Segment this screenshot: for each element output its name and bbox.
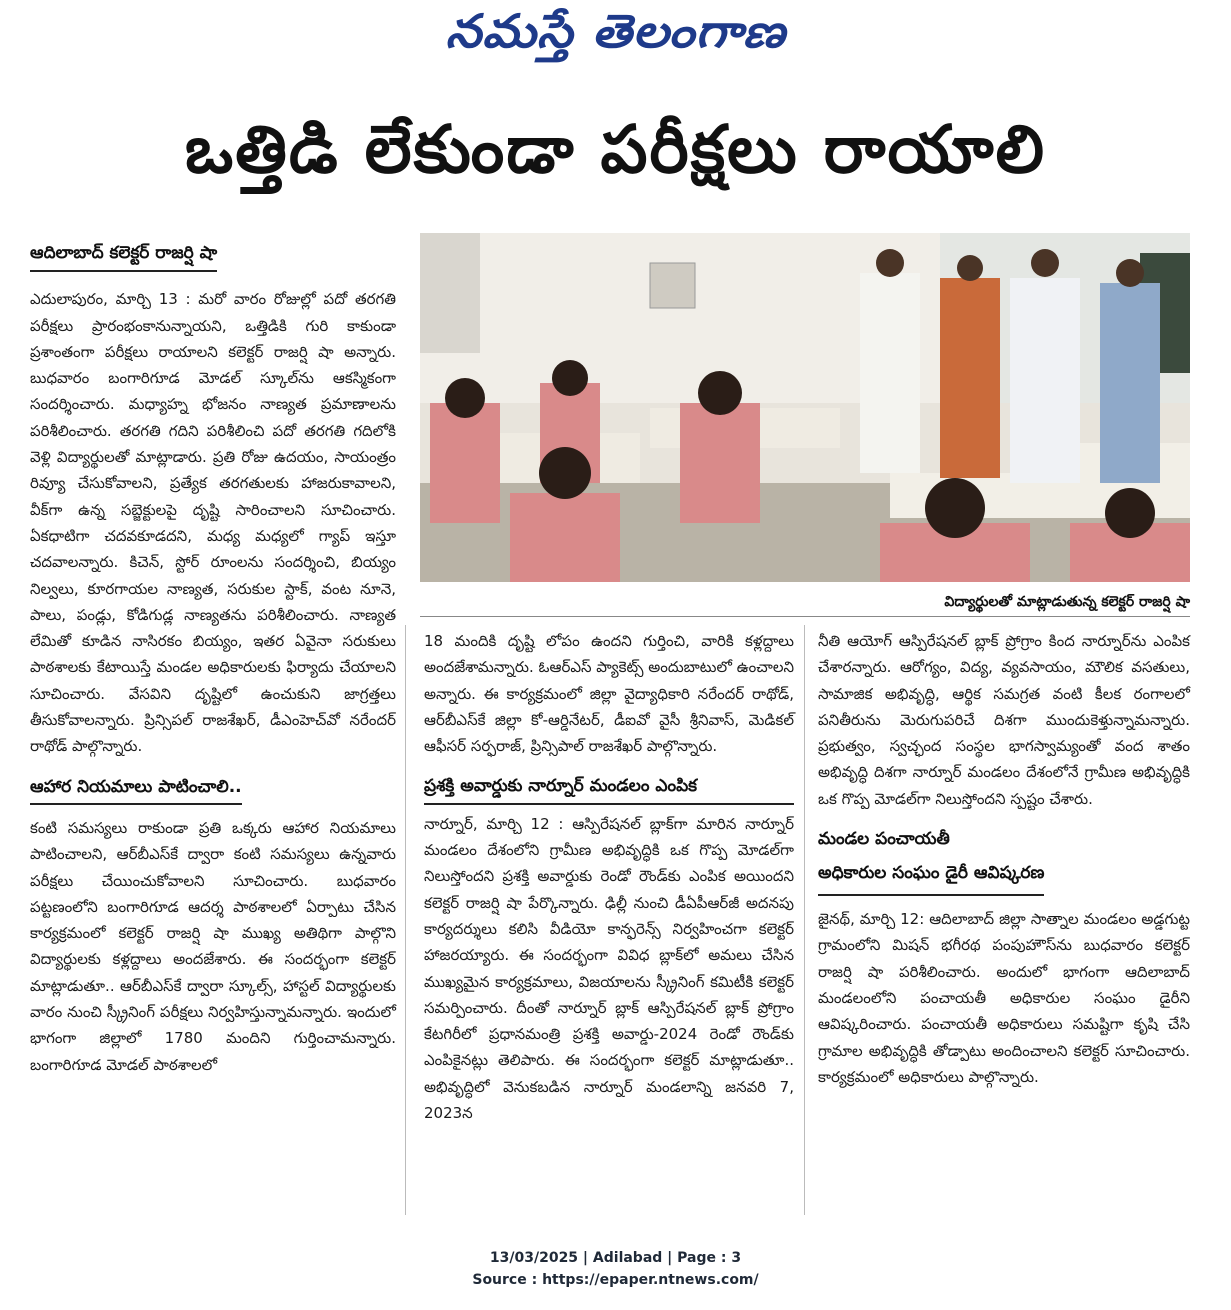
article-paragraph: ఎదులాపురం, మార్చి 13 : మరో వారం రోజుల్లో పదో తరగతి పరీక్షలు ప్రారంభంకానున్నాయని, ఒత్తిడికి గురి కాకుండా ప్రశాంతంగా పరీక్షలు రాయాలని కలెక్టర్ రాజర్షి షా అన్నారు. బుధవారం బంగారిగూడ మోడల్ స్కూల్‌ను ఆకస్మికంగా సందర్శించారు. మధ్యాహ్న భోజనం నాణ్యత ప్రమాణాలను పరిశీలించారు. తరగతి గదిని పరిశీలించి పదో తరగతి గదిలోకి వెళ్లి విద్యార్థులతో మాట్లాడారు. ప్రతి రోజు ఉదయం, సాయంత్రం రివ్యూ చేసుకోవాలని, ప్రత్యేక తరగతులకు హాజరుకావాలని, వీక్‌గా ఉన్న సబ్జెక్టులపై దృష్టి సారించాలని సూచించారు. ఏకధాటిగా చదవకూడదని, మధ్య మధ్యలో గ్యాప్ ఇస్తూ చదవాలన్నారు. కిచెన్, స్టోర్ రూంలను సందర్శించి, బియ్యం నిల్వలు, కూరగాయల నాణ్యత, సరుకుల స్టాక్, వంట నూనె, పాలు, పండ్లు, కోడిగుడ్ల నాణ్యతను పరిశీలించారు. నాణ్యత లేమితో కూడిన నాసిరకం బియ్యం, ఇతర ఏవైనా సరుకులు పాఠశాలకు కేటాయిస్తే మండల అధికారులకు ఫిర్యాదు చేయాలని సూచించారు. వేసవిని దృష్టిలో ఉంచుకుని జాగ్రత్తలు తీసుకోవాలన్నారు. ప్రిన్సిపల్ రాజశేఖర్, డీఎంహెచ్‌వో నరేందర్ రాథోడ్ పాల్గొన్నారు.	[30, 290, 396, 756]
article-paragraph: జైనథ్, మార్చి 12: ఆదిలాబాద్ జిల్లా సాత్నాల మండలం అడ్డగుట్ట గ్రామంలోని మిషన్ భగీరథ పంపుహౌస్‌ను బుధవారం కలెక్టర్ రాజర్షి షా పరిశీలించారు. అందులో భాగంగా ఆదిలాబాద్ మండలంలోని పంచాయతీ అధికారుల సంఘం డైరీని ఆవిష్కరించారు. పంచాయతీ అధికారులు సమష్టిగా కృషి చేసి గ్రామాల అభివృద్ధికి తోడ్పాటు అందించాలని కలెక్టర్ సూచించారు. కార్యక్రమంలో అధికారులు పాల్గొన్నారు.	[818, 910, 1191, 1086]
masthead	[0, 0, 1231, 78]
byline: ఆదిలాబాద్ కలెక్టర్ రాజర్షి షా	[30, 240, 217, 272]
section-subhead	[818, 822, 1044, 896]
column-divider	[405, 625, 406, 1215]
article-paragraph: కంటి సమస్యలు రాకుండా ప్రతి ఒక్కరు ఆహార నియమాలు పాటించాలని, ఆర్‌బీఎస్‌కే ద్వారా కంటి సమస్యలు ఉన్నవారు పరీక్షలు చేయించుకోవాలని సూచించారు. బుధవారం పట్టణంలోని బంగారిగూడ ఆదర్శ పాఠశాలలో ఏర్పాటు చేసిన కార్యక్రమంలో కలెక్టర్ రాజర్షి షా ముఖ్య అతిథిగా పాల్గొని విద్యార్థులకు కళ్లద్దాలు అందజేశారు. ఈ సందర్భంగా కలెక్టర్ మాట్లాడుతూ.. ఆర్‌బీఎస్‌కే ద్వారా స్కూల్స్, హాస్టల్ విద్యార్థులకు వారం నుంచి స్క్రీనింగ్ పరీక్షలు నిర్వహిస్తున్నామన్నారు. ఇందులో భాగంగా జిల్లాలో 1780 మందిని గుర్తించామన్నారు. బంగారిగూడ మోడల్ పాఠశాలలో	[30, 818, 396, 1074]
article-paragraph: నీతి ఆయోగ్ ఆస్పిరేషనల్ బ్లాక్ ప్రోగ్రాం కింద నార్నూర్‌ను ఎంపిక చేశారన్నారు. ఆరోగ్యం, విద్య, వ్యవసాయం, మౌలిక వసతులు, సామాజిక అభివృద్ధి, ఆర్థిక సమగ్రత వంటి కీలక రంగాలలో పనితీరును మెరుగుపరిచే దిశగా ముందుకెళ్తున్నామన్నారు. ప్రభుత్వం, స్వచ్ఛంద సంస్థల భాగస్వామ్యంతో వంద శాతం అభివృద్ధి దిశగా నార్నూర్ మండలం దేశంలోనే గ్రామీణ అభివృద్ధికి ఒక గొప్ప మోడల్‌గా నిలుస్తోందని స్పష్టం చేశారు.	[818, 632, 1190, 808]
footer-source-line: Source : https://epaper.ntnews.com/	[472, 1272, 759, 1288]
news-photo	[420, 233, 1190, 582]
article-column-1	[30, 240, 396, 1078]
newspaper-logo: నమస్తే తెలంగాణ	[445, 4, 786, 58]
subhead-line: అధికారుల సంఘం డైరీ ఆవిష్కరణ	[818, 863, 1045, 884]
footer-date-line: 13/03/2025 | Adilabad | Page : 3	[489, 1250, 742, 1266]
section-subhead: ప్రశక్తి అవార్డుకు నార్నూర్ మండలం ఎంపిక	[424, 773, 794, 804]
article-column-2	[424, 628, 794, 1126]
section-subhead: ఆహార నియమాలు పాటించాలి..	[30, 774, 242, 805]
classroom-photo-image	[420, 233, 1190, 582]
article-paragraph: 18 మందికి దృష్టి లోపం ఉందని గుర్తించి, వారికి కళ్లద్దాలు అందజేశామన్నారు. ఓఆర్‌ఎస్ ప్యాకెట్స్ అందుబాటులో ఉంచాలని అన్నారు. ఈ కార్యక్రమంలో జిల్లా వైద్యాధికారి నరేందర్ రాథోడ్, ఆర్‌బీఎస్‌కే జిల్లా కో-ఆర్డినేటర్, డీఐవో వైసీ శ్రీనివాస్, మెడికల్ ఆఫీసర్ సర్ఫరాజ్, ప్రిన్సిపాల్ రాజశేఖర్ పాల్గొన్నారు.	[424, 632, 794, 756]
column-divider	[804, 625, 805, 1215]
article-column-3	[818, 628, 1190, 1090]
article-paragraph: నార్నూర్, మార్చి 12 : ఆస్పిరేషనల్ బ్లాక్‌గా మారిన నార్నూర్ మండలం దేశంలోని గ్రామీణ అభివృద్ధికి ఒక గొప్ప మోడల్‌గా నిలుస్తోందని ప్రశక్తి అవార్డుకు రెండో రౌండ్‌కు ఎంపిక అయిందని కలెక్టర్ రాజర్షి షా పేర్కొన్నారు. ఢిల్లీ నుంచి డీఏపీఆర్‌జీ అదనపు కార్యదర్శులు కలిసి వీడియో కాన్ఫరెన్స్ నిర్వహించగా కలెక్టర్ హాజరయ్యారు. ఈ సందర్భంగా వివిధ బ్లాక్‌లో అమలు చేసిన ముఖ్యమైన కార్యక్రమాలు, విజయాలను స్క్రీనింగ్ కమిటీకి కలెక్టర్ సమర్పించారు. దీంతో నార్నూర్ బ్లాక్ ఆస్పిరేషనల్ బ్లాక్ ప్రోగ్రాం కేటగిరీలో ప్రధానమంత్రి ప్రశక్తి అవార్డు-2024 రెండో రౌండ్‌కు ఎంపికైనట్లు తెలిపారు. ఈ సందర్భంగా కలెక్టర్ మాట్లాడుతూ.. అభివృద్ధిలో వెనుకబడిన నార్నూర్ మండలాన్ని జనవరి 7, 2023న	[424, 814, 794, 1123]
caption-rule	[420, 616, 1190, 617]
subhead-line: మండల పంచాయతీ	[818, 829, 950, 850]
photo-caption: విద్యార్థులతో మాట్లాడుతున్న కలెక్టర్ రాజర్షి షా	[944, 594, 1190, 610]
article-headline: ఒత్తిడి లేకుండా పరీక్షలు రాయాలి	[185, 111, 1046, 188]
